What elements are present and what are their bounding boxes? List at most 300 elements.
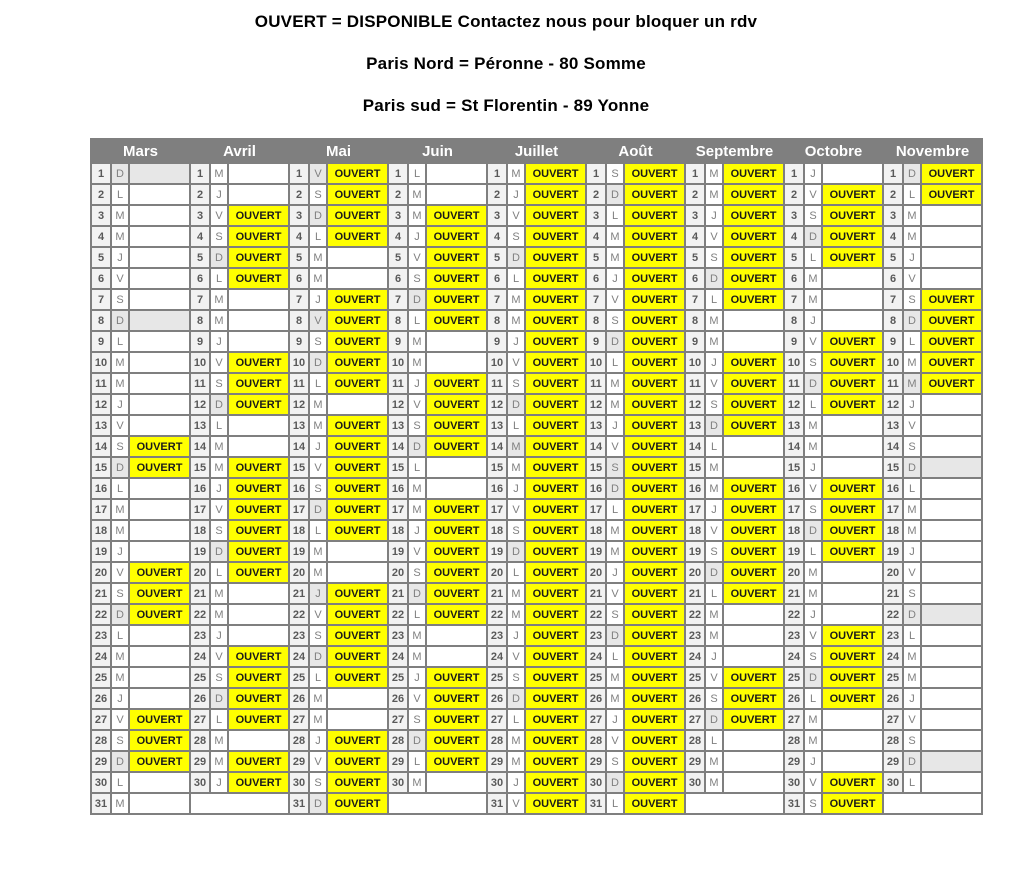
day-letter-cell: S bbox=[507, 373, 525, 394]
calendar-row-19 bbox=[91, 541, 982, 562]
day-status-open-cell: OUVERT bbox=[624, 604, 685, 625]
day-number-cell: 11 bbox=[883, 373, 903, 394]
day-status-empty-cell bbox=[723, 751, 784, 772]
day-number-cell: 25 bbox=[784, 667, 804, 688]
day-letter-cell: V bbox=[705, 520, 723, 541]
day-status-open-cell: OUVERT bbox=[525, 520, 586, 541]
day-letter-cell: S bbox=[210, 226, 228, 247]
day-letter-cell: D bbox=[804, 520, 822, 541]
day-letter-cell: V bbox=[903, 709, 921, 730]
day-letter-cell: V bbox=[804, 772, 822, 793]
day-status-empty-cell bbox=[921, 478, 982, 499]
day-number-cell: 5 bbox=[883, 247, 903, 268]
day-number-cell: 21 bbox=[289, 583, 309, 604]
day-status-open-cell: OUVERT bbox=[327, 604, 388, 625]
day-status-open-cell: OUVERT bbox=[723, 289, 784, 310]
day-letter-cell: V bbox=[210, 352, 228, 373]
day-number-cell: 9 bbox=[685, 331, 705, 352]
day-number-cell: 22 bbox=[289, 604, 309, 625]
day-status-open-cell: OUVERT bbox=[822, 184, 883, 205]
day-letter-cell: M bbox=[705, 751, 723, 772]
day-status-empty-cell bbox=[129, 667, 190, 688]
day-status-empty-cell bbox=[723, 457, 784, 478]
day-status-empty-cell bbox=[426, 646, 487, 667]
day-status-empty-cell bbox=[228, 310, 289, 331]
day-status-open-cell: OUVERT bbox=[426, 541, 487, 562]
day-status-open-cell: OUVERT bbox=[525, 373, 586, 394]
page-header bbox=[0, 0, 1012, 115]
day-status-open-cell: OUVERT bbox=[624, 709, 685, 730]
day-letter-cell: J bbox=[606, 415, 624, 436]
day-letter-cell: J bbox=[309, 730, 327, 751]
day-status-empty-cell bbox=[921, 436, 982, 457]
calendar-row-3 bbox=[91, 205, 982, 226]
day-number-cell: 30 bbox=[487, 772, 507, 793]
day-letter-cell: M bbox=[309, 394, 327, 415]
day-status-empty-cell bbox=[921, 226, 982, 247]
day-status-empty-cell bbox=[921, 247, 982, 268]
day-number-cell: 8 bbox=[388, 310, 408, 331]
day-number-cell: 30 bbox=[586, 772, 606, 793]
day-status-open-cell: OUVERT bbox=[327, 457, 388, 478]
day-letter-cell: S bbox=[804, 352, 822, 373]
day-letter-cell: L bbox=[210, 562, 228, 583]
day-letter-cell: V bbox=[111, 709, 129, 730]
day-status-open-cell: OUVERT bbox=[723, 247, 784, 268]
day-letter-cell: S bbox=[804, 793, 822, 814]
calendar-row-15 bbox=[91, 457, 982, 478]
day-number-cell: 10 bbox=[487, 352, 507, 373]
day-status-open-cell: OUVERT bbox=[624, 247, 685, 268]
day-letter-cell: S bbox=[804, 499, 822, 520]
day-number-cell: 11 bbox=[487, 373, 507, 394]
day-status-empty-cell bbox=[129, 520, 190, 541]
day-letter-cell: M bbox=[804, 709, 822, 730]
day-letter-cell: D bbox=[903, 310, 921, 331]
day-letter-cell: D bbox=[804, 226, 822, 247]
day-number-cell: 16 bbox=[883, 478, 903, 499]
day-letter-cell: S bbox=[210, 667, 228, 688]
day-status-open-cell: OUVERT bbox=[822, 646, 883, 667]
day-status-open-cell: OUVERT bbox=[525, 289, 586, 310]
day-number-cell: 17 bbox=[190, 499, 210, 520]
day-status-empty-cell bbox=[822, 415, 883, 436]
day-letter-cell: D bbox=[408, 583, 426, 604]
day-number-cell: 17 bbox=[388, 499, 408, 520]
day-number-cell: 26 bbox=[883, 688, 903, 709]
calendar-row-8 bbox=[91, 310, 982, 331]
day-status-open-cell: OUVERT bbox=[426, 373, 487, 394]
day-status-open-cell: OUVERT bbox=[525, 163, 586, 184]
day-status-open-cell: OUVERT bbox=[426, 226, 487, 247]
day-number-cell: 4 bbox=[190, 226, 210, 247]
day-number-cell: 22 bbox=[388, 604, 408, 625]
day-status-empty-cell bbox=[822, 268, 883, 289]
day-letter-cell: L bbox=[903, 184, 921, 205]
day-number-cell: 3 bbox=[487, 205, 507, 226]
day-number-cell: 12 bbox=[289, 394, 309, 415]
day-status-open-cell: OUVERT bbox=[624, 373, 685, 394]
day-letter-cell: M bbox=[111, 520, 129, 541]
day-number-cell: 27 bbox=[685, 709, 705, 730]
day-letter-cell: V bbox=[111, 268, 129, 289]
day-status-open-cell: OUVERT bbox=[327, 352, 388, 373]
day-status-empty-cell bbox=[228, 331, 289, 352]
day-status-empty-cell bbox=[327, 541, 388, 562]
day-status-open-cell: OUVERT bbox=[921, 184, 982, 205]
day-letter-cell: J bbox=[507, 184, 525, 205]
day-letter-cell: S bbox=[309, 478, 327, 499]
day-number-cell: 8 bbox=[784, 310, 804, 331]
day-status-empty-cell bbox=[228, 730, 289, 751]
calendar-row-23 bbox=[91, 625, 982, 646]
day-status-open-cell: OUVERT bbox=[624, 184, 685, 205]
month-header-juillet: Juillet bbox=[487, 139, 586, 163]
day-status-open-cell: OUVERT bbox=[624, 415, 685, 436]
day-number-cell: 15 bbox=[883, 457, 903, 478]
availability-calendar bbox=[90, 138, 983, 815]
day-letter-cell: L bbox=[210, 268, 228, 289]
day-status-open-cell: OUVERT bbox=[426, 751, 487, 772]
day-number-cell: 30 bbox=[190, 772, 210, 793]
day-number-cell: 16 bbox=[586, 478, 606, 499]
day-letter-cell: D bbox=[606, 625, 624, 646]
day-letter-cell: L bbox=[903, 331, 921, 352]
day-number-cell: 5 bbox=[487, 247, 507, 268]
day-number-cell: 7 bbox=[289, 289, 309, 310]
day-number-cell: 18 bbox=[784, 520, 804, 541]
day-number-cell: 21 bbox=[91, 583, 111, 604]
day-number-cell: 4 bbox=[586, 226, 606, 247]
day-number-cell: 14 bbox=[91, 436, 111, 457]
day-number-cell: 19 bbox=[289, 541, 309, 562]
day-number-cell: 20 bbox=[190, 562, 210, 583]
day-number-cell: 17 bbox=[883, 499, 903, 520]
day-letter-cell: V bbox=[111, 562, 129, 583]
day-letter-cell: M bbox=[705, 184, 723, 205]
day-status-open-cell: OUVERT bbox=[624, 268, 685, 289]
day-letter-cell: D bbox=[408, 730, 426, 751]
day-number-cell: 26 bbox=[190, 688, 210, 709]
day-number-cell: 11 bbox=[586, 373, 606, 394]
day-number-cell: 20 bbox=[586, 562, 606, 583]
day-status-open-cell: OUVERT bbox=[228, 352, 289, 373]
day-status-empty-cell bbox=[426, 478, 487, 499]
day-number-cell: 6 bbox=[784, 268, 804, 289]
day-letter-cell: M bbox=[507, 751, 525, 772]
day-status-empty-cell bbox=[327, 709, 388, 730]
day-letter-cell: M bbox=[903, 520, 921, 541]
day-letter-cell: L bbox=[408, 163, 426, 184]
day-status-open-cell: OUVERT bbox=[525, 184, 586, 205]
day-number-cell: 12 bbox=[388, 394, 408, 415]
day-number-cell: 29 bbox=[388, 751, 408, 772]
day-letter-cell: M bbox=[309, 415, 327, 436]
day-letter-cell: J bbox=[210, 478, 228, 499]
day-number-cell: 4 bbox=[487, 226, 507, 247]
day-number-cell: 17 bbox=[586, 499, 606, 520]
day-number-cell: 5 bbox=[289, 247, 309, 268]
day-status-open-cell: OUVERT bbox=[525, 394, 586, 415]
day-letter-cell: M bbox=[408, 772, 426, 793]
day-letter-cell: M bbox=[507, 604, 525, 625]
day-number-cell: 15 bbox=[190, 457, 210, 478]
day-letter-cell: D bbox=[111, 751, 129, 772]
day-letter-cell: V bbox=[507, 352, 525, 373]
day-number-cell: 5 bbox=[190, 247, 210, 268]
day-letter-cell: M bbox=[804, 268, 822, 289]
day-number-cell: 1 bbox=[685, 163, 705, 184]
day-letter-cell: M bbox=[804, 730, 822, 751]
day-status-open-cell: OUVERT bbox=[822, 667, 883, 688]
day-number-cell: 18 bbox=[883, 520, 903, 541]
day-number-cell: 6 bbox=[586, 268, 606, 289]
day-status-empty-cell bbox=[822, 457, 883, 478]
day-letter-cell: J bbox=[606, 709, 624, 730]
day-number-cell: 1 bbox=[586, 163, 606, 184]
day-number-cell: 5 bbox=[685, 247, 705, 268]
month-header-row bbox=[91, 139, 982, 163]
day-number-cell: 2 bbox=[487, 184, 507, 205]
day-number-cell: 29 bbox=[685, 751, 705, 772]
day-letter-cell: L bbox=[804, 247, 822, 268]
day-letter-cell: M bbox=[408, 184, 426, 205]
day-number-cell: 23 bbox=[784, 625, 804, 646]
day-status-open-cell: OUVERT bbox=[525, 562, 586, 583]
day-number-cell: 20 bbox=[883, 562, 903, 583]
day-number-cell: 11 bbox=[388, 373, 408, 394]
day-status-empty-cell bbox=[723, 604, 784, 625]
day-number-cell: 1 bbox=[388, 163, 408, 184]
day-number-cell: 13 bbox=[784, 415, 804, 436]
day-status-open-cell: OUVERT bbox=[228, 562, 289, 583]
day-status-open-cell: OUVERT bbox=[327, 772, 388, 793]
day-letter-cell: V bbox=[210, 205, 228, 226]
day-status-open-cell: OUVERT bbox=[624, 667, 685, 688]
day-letter-cell: L bbox=[210, 709, 228, 730]
day-letter-cell: M bbox=[210, 583, 228, 604]
calendar-row-31 bbox=[91, 793, 982, 814]
day-letter-cell: J bbox=[705, 646, 723, 667]
day-number-cell: 29 bbox=[883, 751, 903, 772]
day-status-open-cell: OUVERT bbox=[822, 247, 883, 268]
day-letter-cell: D bbox=[111, 163, 129, 184]
day-letter-cell: J bbox=[408, 226, 426, 247]
day-number-cell: 12 bbox=[883, 394, 903, 415]
day-status-open-cell: OUVERT bbox=[822, 520, 883, 541]
day-number-cell: 10 bbox=[91, 352, 111, 373]
day-number-cell: 13 bbox=[388, 415, 408, 436]
day-letter-cell: D bbox=[804, 373, 822, 394]
day-letter-cell: L bbox=[705, 730, 723, 751]
day-number-cell: 21 bbox=[883, 583, 903, 604]
day-letter-cell: S bbox=[408, 709, 426, 730]
day-status-open-cell: OUVERT bbox=[525, 499, 586, 520]
day-status-empty-cell bbox=[129, 541, 190, 562]
day-number-cell: 15 bbox=[784, 457, 804, 478]
day-status-open-cell: OUVERT bbox=[525, 478, 586, 499]
day-status-open-cell: OUVERT bbox=[921, 331, 982, 352]
day-letter-cell: J bbox=[903, 247, 921, 268]
day-status-empty-cell bbox=[822, 310, 883, 331]
day-status-open-cell: OUVERT bbox=[426, 667, 487, 688]
day-letter-cell: V bbox=[309, 604, 327, 625]
day-status-open-cell: OUVERT bbox=[723, 478, 784, 499]
calendar-row-22 bbox=[91, 604, 982, 625]
day-number-cell: 30 bbox=[289, 772, 309, 793]
day-status-open-cell: OUVERT bbox=[525, 457, 586, 478]
day-letter-cell: L bbox=[606, 352, 624, 373]
day-number-cell: 28 bbox=[487, 730, 507, 751]
day-status-open-cell: OUVERT bbox=[723, 688, 784, 709]
day-number-cell: 8 bbox=[190, 310, 210, 331]
day-number-cell: 16 bbox=[487, 478, 507, 499]
day-letter-cell: L bbox=[111, 772, 129, 793]
day-letter-cell: J bbox=[804, 310, 822, 331]
day-number-cell: 27 bbox=[784, 709, 804, 730]
day-letter-cell: V bbox=[507, 205, 525, 226]
day-number-cell: 25 bbox=[586, 667, 606, 688]
day-status-empty-cell bbox=[921, 394, 982, 415]
day-status-open-cell: OUVERT bbox=[624, 541, 685, 562]
day-number-cell: 9 bbox=[487, 331, 507, 352]
day-letter-cell: S bbox=[705, 247, 723, 268]
day-number-cell: 15 bbox=[586, 457, 606, 478]
day-number-cell: 22 bbox=[487, 604, 507, 625]
day-letter-cell: S bbox=[606, 604, 624, 625]
day-number-cell: 16 bbox=[388, 478, 408, 499]
day-status-open-cell: OUVERT bbox=[921, 163, 982, 184]
day-status-open-cell: OUVERT bbox=[426, 604, 487, 625]
day-letter-cell: M bbox=[309, 541, 327, 562]
day-number-cell: 3 bbox=[190, 205, 210, 226]
day-number-cell: 28 bbox=[883, 730, 903, 751]
day-status-open-cell: OUVERT bbox=[129, 604, 190, 625]
day-letter-cell: S bbox=[705, 688, 723, 709]
day-number-cell: 29 bbox=[190, 751, 210, 772]
day-status-open-cell: OUVERT bbox=[426, 394, 487, 415]
day-letter-cell: V bbox=[408, 394, 426, 415]
day-status-empty-cell bbox=[426, 625, 487, 646]
day-letter-cell: J bbox=[111, 247, 129, 268]
day-number-cell: 23 bbox=[289, 625, 309, 646]
day-letter-cell: J bbox=[804, 751, 822, 772]
day-status-open-cell: OUVERT bbox=[921, 289, 982, 310]
day-letter-cell: M bbox=[111, 226, 129, 247]
day-letter-cell: M bbox=[309, 688, 327, 709]
day-number-cell: 4 bbox=[388, 226, 408, 247]
day-number-cell: 26 bbox=[289, 688, 309, 709]
calendar-row-13 bbox=[91, 415, 982, 436]
day-number-cell: 23 bbox=[685, 625, 705, 646]
day-number-cell: 21 bbox=[487, 583, 507, 604]
day-number-cell: 29 bbox=[784, 751, 804, 772]
day-status-open-cell: OUVERT bbox=[822, 772, 883, 793]
day-number-cell: 16 bbox=[190, 478, 210, 499]
day-number-cell: 23 bbox=[586, 625, 606, 646]
day-letter-cell: M bbox=[309, 562, 327, 583]
day-number-cell: 1 bbox=[190, 163, 210, 184]
day-status-open-cell: OUVERT bbox=[426, 709, 487, 730]
day-status-open-cell: OUVERT bbox=[624, 289, 685, 310]
day-number-cell: 15 bbox=[487, 457, 507, 478]
day-status-open-cell: OUVERT bbox=[723, 499, 784, 520]
day-number-cell: 21 bbox=[586, 583, 606, 604]
day-status-open-cell: OUVERT bbox=[723, 583, 784, 604]
day-letter-cell: M bbox=[111, 373, 129, 394]
day-status-open-cell: OUVERT bbox=[327, 520, 388, 541]
day-number-cell: 19 bbox=[388, 541, 408, 562]
day-letter-cell: J bbox=[210, 625, 228, 646]
day-number-cell: 30 bbox=[784, 772, 804, 793]
day-status-open-cell: OUVERT bbox=[624, 688, 685, 709]
day-status-open-cell: OUVERT bbox=[327, 793, 388, 814]
day-status-empty-cell bbox=[921, 520, 982, 541]
day-number-cell: 2 bbox=[388, 184, 408, 205]
day-number-cell: 26 bbox=[91, 688, 111, 709]
day-letter-cell: M bbox=[606, 541, 624, 562]
day-status-open-cell: OUVERT bbox=[426, 520, 487, 541]
calendar-row-5 bbox=[91, 247, 982, 268]
day-number-cell: 5 bbox=[91, 247, 111, 268]
day-status-empty-cell bbox=[723, 772, 784, 793]
day-number-cell: 2 bbox=[91, 184, 111, 205]
day-number-cell: 26 bbox=[388, 688, 408, 709]
day-letter-cell: S bbox=[309, 331, 327, 352]
day-letter-cell: D bbox=[408, 289, 426, 310]
day-number-cell: 19 bbox=[91, 541, 111, 562]
day-number-cell: 5 bbox=[784, 247, 804, 268]
day-number-cell: 22 bbox=[685, 604, 705, 625]
day-letter-cell: M bbox=[804, 289, 822, 310]
day-letter-cell: M bbox=[903, 352, 921, 373]
day-letter-cell: M bbox=[210, 163, 228, 184]
day-status-empty-cell bbox=[129, 478, 190, 499]
day-status-open-cell: OUVERT bbox=[525, 667, 586, 688]
month-header-aout: Août bbox=[586, 139, 685, 163]
day-status-open-cell: OUVERT bbox=[822, 625, 883, 646]
day-status-open-cell: OUVERT bbox=[525, 583, 586, 604]
day-letter-cell: M bbox=[606, 667, 624, 688]
day-number-cell: 20 bbox=[388, 562, 408, 583]
calendar-row-24 bbox=[91, 646, 982, 667]
day-number-cell: 8 bbox=[487, 310, 507, 331]
calendar-row-28 bbox=[91, 730, 982, 751]
day-number-cell: 9 bbox=[289, 331, 309, 352]
day-number-cell: 11 bbox=[190, 373, 210, 394]
day-number-cell: 15 bbox=[289, 457, 309, 478]
day-letter-cell: J bbox=[903, 541, 921, 562]
day-status-empty-cell bbox=[327, 247, 388, 268]
day-status-open-cell: OUVERT bbox=[624, 331, 685, 352]
day-number-cell: 21 bbox=[388, 583, 408, 604]
day-letter-cell: S bbox=[408, 268, 426, 289]
day-status-empty-cell bbox=[129, 352, 190, 373]
day-status-open-cell: OUVERT bbox=[129, 709, 190, 730]
day-number-cell: 12 bbox=[586, 394, 606, 415]
day-status-empty-cell bbox=[723, 625, 784, 646]
day-letter-cell: D bbox=[705, 709, 723, 730]
day-number-cell: 27 bbox=[91, 709, 111, 730]
day-status-open-cell: OUVERT bbox=[228, 751, 289, 772]
calendar-row-16 bbox=[91, 478, 982, 499]
day-status-open-cell: OUVERT bbox=[228, 478, 289, 499]
day-letter-cell: J bbox=[804, 457, 822, 478]
day-letter-cell: S bbox=[606, 310, 624, 331]
day-letter-cell: V bbox=[507, 793, 525, 814]
day-number-cell: 10 bbox=[289, 352, 309, 373]
day-number-cell: 20 bbox=[91, 562, 111, 583]
